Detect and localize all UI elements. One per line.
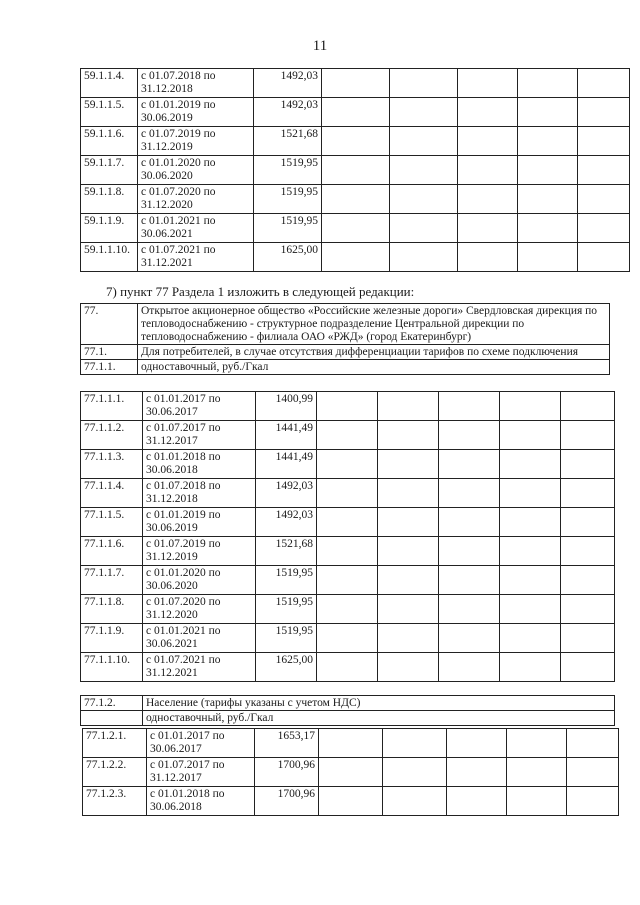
row-code: 77.1.1.10. [81, 653, 143, 682]
row-period [143, 479, 256, 508]
empty-cell [378, 624, 439, 653]
empty-cell [500, 421, 561, 450]
empty-cell [317, 653, 378, 682]
table-row [81, 566, 615, 595]
empty-cell [378, 566, 439, 595]
empty-cell [383, 787, 447, 816]
empty-cell [561, 508, 615, 537]
population-rate-label: одноставочный, руб./Гкал [143, 711, 615, 726]
period-to: 30.06.2018 [146, 464, 198, 476]
empty-cell [447, 787, 507, 816]
row-tariff-value: 1492,03 [254, 69, 322, 98]
period-to: 30.06.2021 [141, 228, 193, 240]
table-row [81, 127, 630, 156]
empty-cell [390, 185, 458, 214]
table-row [81, 653, 615, 682]
empty-cell [390, 243, 458, 272]
amendment-heading: 7) пункт 77 Раздела 1 изложить в следующей редакции: [106, 284, 415, 299]
row-code: 77.1.1.5. [81, 508, 143, 537]
row-tariff-value: 1700,96 [255, 758, 319, 787]
empty-cell [322, 127, 390, 156]
table-row [81, 156, 630, 185]
empty-cell [507, 787, 567, 816]
period-to: 30.06.2019 [141, 112, 193, 124]
table-row [81, 595, 615, 624]
empty-cell [507, 758, 567, 787]
empty-cell [439, 450, 500, 479]
period-from: с 01.01.2020 по [141, 157, 216, 169]
empty-cell [567, 729, 619, 758]
empty-cell [561, 566, 615, 595]
empty-cell [500, 450, 561, 479]
row-code: 77.1.1.8. [81, 595, 143, 624]
empty-cell [378, 537, 439, 566]
consumer-group-code: 77.1. [81, 345, 138, 360]
row-tariff-value: 1519,95 [254, 185, 322, 214]
row-period [138, 156, 254, 185]
population-code: 77.1.2. [81, 696, 143, 711]
empty-cell [378, 392, 439, 421]
table-row [81, 98, 630, 127]
empty-cell [500, 508, 561, 537]
consumer-group-label: Для потребителей, в случае отсутствия дифференциации тарифов по схеме подключения [138, 345, 610, 360]
table-row [81, 508, 615, 537]
table-row [83, 729, 619, 758]
period-from: с 01.01.2018 по [150, 788, 225, 800]
row-tariff-value: 1519,95 [256, 566, 317, 595]
period-from: с 01.07.2019 по [141, 128, 216, 140]
empty-cell [322, 185, 390, 214]
row-code: 77.1.2.1. [83, 729, 147, 758]
empty-cell [458, 243, 518, 272]
row-code: 59.1.1.4. [81, 69, 138, 98]
empty-cell [378, 653, 439, 682]
row-period [138, 127, 254, 156]
row-tariff-value: 1519,95 [254, 156, 322, 185]
table-row [81, 185, 630, 214]
empty-cell [518, 98, 578, 127]
empty-cell [317, 566, 378, 595]
empty-cell [578, 127, 630, 156]
row-tariff-value: 1653,17 [255, 729, 319, 758]
empty-cell [378, 421, 439, 450]
period-from: с 01.01.2019 по [146, 509, 221, 521]
empty-cell [322, 156, 390, 185]
row-period [147, 787, 255, 816]
table-row [83, 758, 619, 787]
period-to: 31.12.2021 [141, 257, 193, 269]
empty-cell [439, 624, 500, 653]
empty-cell [500, 479, 561, 508]
row-code: 77.1.1.3. [81, 450, 143, 479]
empty-cell [390, 156, 458, 185]
empty-cell [500, 653, 561, 682]
empty-cell [322, 69, 390, 98]
period-from: с 01.07.2017 по [146, 422, 221, 434]
population-rate-code-empty [81, 711, 143, 726]
row-code: 59.1.1.9. [81, 214, 138, 243]
row-tariff-value: 1492,03 [256, 479, 317, 508]
row-tariff-value: 1519,95 [256, 595, 317, 624]
row-period [143, 624, 256, 653]
row-period [147, 729, 255, 758]
row-code: 77.1.2.3. [83, 787, 147, 816]
table-row [81, 214, 630, 243]
empty-cell [317, 624, 378, 653]
empty-cell [500, 595, 561, 624]
empty-cell [578, 243, 630, 272]
empty-cell [518, 185, 578, 214]
empty-cell [567, 758, 619, 787]
consumer-group-row [81, 345, 610, 360]
row-tariff-value: 1625,00 [256, 653, 317, 682]
empty-cell [439, 392, 500, 421]
row-code: 77.1.1.2. [81, 421, 143, 450]
empty-cell [378, 479, 439, 508]
period-from: с 01.01.2017 по [146, 393, 221, 405]
empty-cell [439, 508, 500, 537]
empty-cell [317, 508, 378, 537]
table-row [81, 392, 615, 421]
population-row [81, 696, 615, 711]
row-code: 77.1.1.1. [81, 392, 143, 421]
row-tariff-value: 1519,95 [254, 214, 322, 243]
period-to: 30.06.2017 [150, 743, 202, 755]
empty-cell [322, 214, 390, 243]
row-tariff-value: 1519,95 [256, 624, 317, 653]
empty-cell [518, 69, 578, 98]
population-label: Население (тарифы указаны с учетом НДС) [143, 696, 615, 711]
period-from: с 01.01.2021 по [146, 625, 221, 637]
row-tariff-value: 1492,03 [254, 98, 322, 127]
empty-cell [322, 98, 390, 127]
period-to: 31.12.2017 [150, 772, 202, 784]
period-to: 30.06.2020 [146, 580, 198, 592]
period-from: с 01.07.2017 по [150, 759, 225, 771]
row-tariff-value: 1400,99 [256, 392, 317, 421]
row-period [143, 508, 256, 537]
empty-cell [507, 729, 567, 758]
empty-cell [439, 566, 500, 595]
row-period [143, 537, 256, 566]
empty-cell [390, 98, 458, 127]
empty-cell [447, 729, 507, 758]
tariff-table-population [82, 728, 619, 816]
empty-cell [317, 537, 378, 566]
empty-cell [500, 537, 561, 566]
row-period [138, 69, 254, 98]
row-period [138, 98, 254, 127]
period-to: 31.12.2017 [146, 435, 198, 447]
empty-cell [561, 450, 615, 479]
empty-cell [439, 653, 500, 682]
row-code: 59.1.1.10. [81, 243, 138, 272]
empty-cell [561, 479, 615, 508]
row-period [143, 450, 256, 479]
period-to: 31.12.2019 [141, 141, 193, 153]
empty-cell [578, 156, 630, 185]
period-to: 30.06.2021 [146, 638, 198, 650]
period-to: 31.12.2020 [146, 609, 198, 621]
empty-cell [458, 127, 518, 156]
period-from: с 01.07.2019 по [146, 538, 221, 550]
empty-cell [561, 537, 615, 566]
empty-cell [500, 566, 561, 595]
empty-cell [317, 450, 378, 479]
empty-cell [561, 421, 615, 450]
period-from: с 01.01.2020 по [146, 567, 221, 579]
row-code: 77.1.1.4. [81, 479, 143, 508]
tariff-table-consumers [80, 391, 615, 682]
row-period [147, 758, 255, 787]
empty-cell [518, 214, 578, 243]
empty-cell [439, 595, 500, 624]
table-row [81, 421, 615, 450]
empty-cell [390, 214, 458, 243]
empty-cell [378, 595, 439, 624]
empty-cell [383, 758, 447, 787]
empty-cell [561, 595, 615, 624]
period-from: с 01.07.2018 по [141, 70, 216, 82]
table-row [81, 479, 615, 508]
row-tariff-value: 1441,49 [256, 421, 317, 450]
period-to: 31.12.2018 [141, 83, 193, 95]
empty-cell [319, 758, 383, 787]
table-row [81, 537, 615, 566]
empty-cell [439, 537, 500, 566]
empty-cell [390, 69, 458, 98]
empty-cell [500, 392, 561, 421]
row-period [143, 566, 256, 595]
row-code: 77.1.2.2. [83, 758, 147, 787]
period-from: с 01.07.2021 по [146, 654, 221, 666]
row-tariff-value: 1492,03 [256, 508, 317, 537]
row-code: 59.1.1.8. [81, 185, 138, 214]
empty-cell [458, 69, 518, 98]
period-to: 30.06.2019 [146, 522, 198, 534]
empty-cell [561, 653, 615, 682]
period-from: с 01.01.2018 по [146, 451, 221, 463]
empty-cell [458, 185, 518, 214]
empty-cell [317, 479, 378, 508]
empty-cell [439, 421, 500, 450]
empty-cell [561, 392, 615, 421]
table-row [81, 69, 630, 98]
rate-type-row [81, 360, 610, 375]
row-period [143, 421, 256, 450]
row-period [138, 243, 254, 272]
period-from: с 01.07.2018 по [146, 480, 221, 492]
row-code: 77.1.1.9. [81, 624, 143, 653]
period-to: 31.12.2018 [146, 493, 198, 505]
page-number: 11 [312, 38, 328, 54]
row-code: 59.1.1.7. [81, 156, 138, 185]
tariff-table-59 [80, 68, 630, 272]
table-row [81, 624, 615, 653]
period-to: 30.06.2018 [150, 801, 202, 813]
table-row [81, 450, 615, 479]
empty-cell [322, 243, 390, 272]
empty-cell [518, 127, 578, 156]
empty-cell [319, 787, 383, 816]
row-tariff-value: 1700,96 [255, 787, 319, 816]
empty-cell [567, 787, 619, 816]
empty-cell [518, 243, 578, 272]
period-from: с 01.01.2019 по [141, 99, 216, 111]
empty-cell [383, 729, 447, 758]
row-period [138, 185, 254, 214]
period-from: с 01.07.2021 по [141, 244, 216, 256]
org-code: 77. [81, 304, 138, 345]
rate-type-code: 77.1.1. [81, 360, 138, 375]
empty-cell [319, 729, 383, 758]
population-rate-row [81, 711, 615, 726]
row-tariff-value: 1441,49 [256, 450, 317, 479]
empty-cell [439, 479, 500, 508]
row-tariff-value: 1521,68 [254, 127, 322, 156]
row-code: 77.1.1.6. [81, 537, 143, 566]
empty-cell [458, 98, 518, 127]
rate-type-label: одноставочный, руб./Гкал [138, 360, 610, 375]
empty-cell [390, 127, 458, 156]
empty-cell [458, 156, 518, 185]
row-period [143, 595, 256, 624]
period-from: с 01.07.2020 по [146, 596, 221, 608]
empty-cell [561, 624, 615, 653]
row-period [138, 214, 254, 243]
empty-cell [317, 595, 378, 624]
population-block [80, 695, 615, 726]
empty-cell [378, 508, 439, 537]
row-tariff-value: 1625,00 [254, 243, 322, 272]
empty-cell [317, 421, 378, 450]
period-to: 31.12.2019 [146, 551, 198, 563]
row-period [143, 392, 256, 421]
empty-cell [518, 156, 578, 185]
row-code: 59.1.1.6. [81, 127, 138, 156]
empty-cell [500, 624, 561, 653]
period-to: 30.06.2020 [141, 170, 193, 182]
period-from: с 01.01.2017 по [150, 730, 225, 742]
empty-cell [578, 98, 630, 127]
org-row [81, 304, 610, 345]
empty-cell [378, 450, 439, 479]
table-row [81, 243, 630, 272]
period-to: 31.12.2020 [141, 199, 193, 211]
period-to: 30.06.2017 [146, 406, 198, 418]
period-from: с 01.07.2020 по [141, 186, 216, 198]
row-period [143, 653, 256, 682]
row-code: 59.1.1.5. [81, 98, 138, 127]
organization-block [80, 303, 610, 375]
empty-cell [317, 392, 378, 421]
row-code: 77.1.1.7. [81, 566, 143, 595]
empty-cell [578, 69, 630, 98]
period-to: 31.12.2021 [146, 667, 198, 679]
table-row [83, 787, 619, 816]
row-tariff-value: 1521,68 [256, 537, 317, 566]
empty-cell [447, 758, 507, 787]
period-from: с 01.01.2021 по [141, 215, 216, 227]
org-name: Открытое акционерное общество «Российские железные дороги» Свердловская дирекция по тепловодоснабжению - структурное подразделение Центральной дирекции по тепловодоснабжению - филиала ОАО «РЖД» (город Екатеринбург) [138, 304, 610, 345]
empty-cell [578, 185, 630, 214]
empty-cell [458, 214, 518, 243]
empty-cell [578, 214, 630, 243]
